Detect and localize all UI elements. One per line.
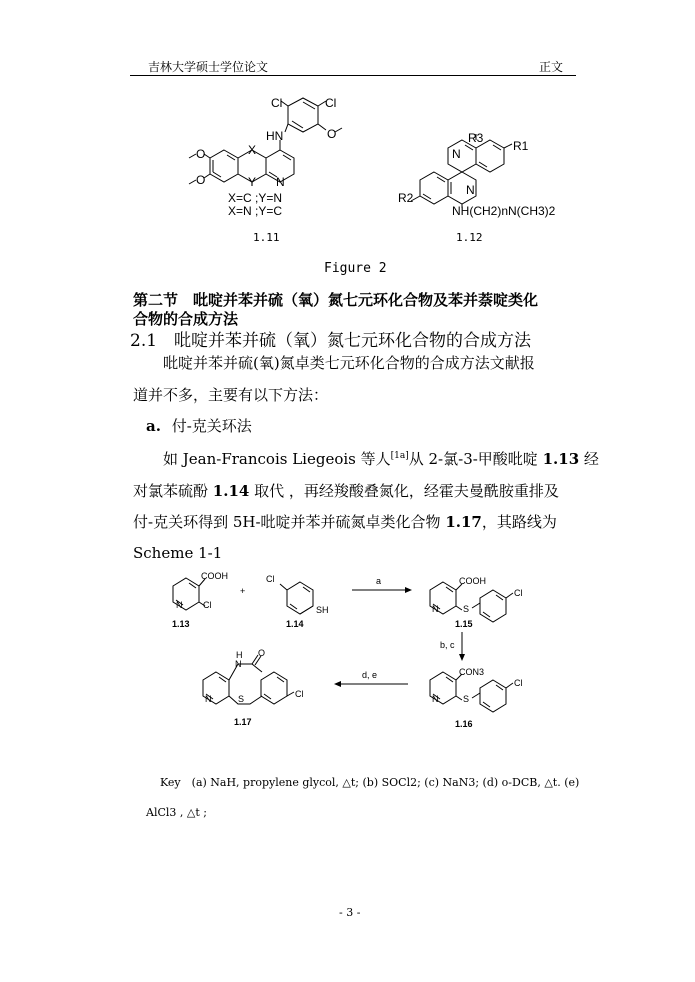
atom-cl-1: Cl [271, 96, 283, 110]
subsection-heading: 2.1 吡啶并苯并硫（氧）氮七元环化合物的合成方法 [130, 331, 532, 351]
c114-label: 1.14 [286, 619, 304, 629]
para2-text-1b: 从 2-氯-3-甲酸吡啶 [408, 450, 543, 468]
ring-1-16-phenyl [480, 680, 506, 712]
para1-line-2: 道并不多，主要有以下方法： [133, 386, 329, 404]
c115-cooh: COOH [459, 576, 486, 586]
para2-line-1 [163, 452, 599, 467]
arrow-bc [440, 632, 465, 661]
item-a-text: 付-克关环法 [171, 417, 252, 435]
c116-cl: Cl [514, 678, 523, 688]
item-a [146, 419, 252, 434]
arrow-bc-label: b, c [440, 640, 455, 650]
c116-label: 1.16 [455, 719, 473, 729]
legend-line-2: X=N ;Y=C [228, 204, 283, 218]
atom-y: Y [248, 175, 257, 189]
ring-1-17-phenyl [261, 672, 287, 704]
c117-n2: N [205, 694, 212, 704]
dichlorophenyl-ring [288, 98, 318, 132]
atom-o-1: O [327, 127, 337, 141]
header-right: 正文 [538, 60, 563, 74]
compound-1-17 [203, 655, 294, 704]
c116-n: N [432, 694, 439, 704]
ring-1-17-azepine-bottom [229, 696, 262, 704]
atom-r3: R3 [468, 131, 484, 145]
compound-1-16 [430, 672, 513, 712]
page-number: - 3 - [339, 906, 361, 919]
key-line-1: Key (a) NaH, propylene glycol, △t; (b) SOCl2; (c) NaN3; (d) o-DCB, △t. (e) [160, 776, 580, 789]
cmp-ref-1-17: 1.17 [445, 513, 482, 531]
atom-r1: R1 [513, 139, 529, 153]
label-1-12: 1.12 [456, 231, 483, 244]
item-a-marker: a. [146, 417, 161, 435]
c113-n: N [176, 600, 183, 610]
atom-n-2: N [466, 183, 475, 197]
c113-cooh: COOH [201, 571, 228, 581]
para1-line-1: 吡啶并苯并硫(氧)氮卓类七元环化合物的合成方法文献报 [163, 354, 535, 372]
c117-s: S [238, 694, 245, 704]
arrow-a [352, 576, 412, 593]
arrow-a-label: a [376, 576, 382, 586]
c115-cl: Cl [514, 588, 523, 598]
para2-text-3b: ，其路线为 [481, 513, 557, 531]
c116-con3: CON3 [459, 667, 485, 677]
c117-label: 1.17 [234, 717, 252, 727]
para2-text-2a: 对氯苯硫酚 [133, 482, 213, 500]
c116-s: S [463, 694, 470, 704]
benzene-ring [210, 150, 238, 182]
atom-n-1: N [452, 147, 461, 161]
header-left: 吉林大学硕士学位论文 [148, 60, 269, 74]
atom-o-2: O [196, 147, 206, 161]
c117-h: H [236, 650, 243, 660]
c117-n: N [235, 659, 242, 669]
c115-n: N [432, 604, 439, 614]
c117-cl: Cl [295, 689, 304, 699]
arrow-de-label: d, e [362, 670, 378, 680]
ring-1-14 [287, 582, 313, 614]
key-line-2: AlCl3 , △t ; [146, 806, 207, 819]
atom-o-3: O [196, 173, 206, 187]
compound-1-15 [430, 582, 513, 622]
c117-o: O [258, 648, 266, 658]
scheme-plus: + [240, 586, 246, 596]
cmp-ref-1-13: 1.13 [542, 450, 580, 468]
figure-caption: Figure 2 [324, 261, 387, 276]
atom-hn: HN [266, 129, 284, 143]
ring-lower-left [420, 172, 448, 204]
para2-text-3a: 付-克关环得到 5H-吡啶并苯并硫氮卓类化合物 [133, 513, 446, 531]
ring-1-15-phenyl [480, 590, 506, 622]
atom-r2: R2 [398, 191, 414, 205]
c115-s: S [463, 604, 470, 614]
legend-line-1: X=C ;Y=N [228, 191, 283, 205]
c114-sh: SH [316, 605, 329, 615]
para2-text-1c: 经 [579, 450, 599, 468]
c113-label: 1.13 [172, 619, 190, 629]
section-heading-line-2: 合物的合成方法 [133, 310, 239, 328]
cmp-ref-1-14: 1.14 [212, 482, 250, 500]
section-heading-line-1: 第二节 吡啶并苯并硫（氧）氮七元环化合物及苯并萘啶类化 [133, 291, 539, 309]
atom-substituent: NH(CH2)nN(CH3)2 [452, 204, 556, 218]
arrow-de [334, 670, 408, 687]
atom-n: N [276, 175, 285, 189]
para2-line-3 [133, 515, 557, 530]
c114-cl: Cl [266, 574, 275, 584]
compound-1-14 [280, 582, 313, 614]
para2-line-2 [133, 484, 559, 499]
para2-text-1a: 如 Jean-Francois Liegeois 等人 [163, 450, 391, 468]
label-1-11: 1.11 [253, 231, 280, 244]
c113-cl: Cl [203, 600, 212, 610]
c115-label: 1.15 [455, 619, 473, 629]
atom-x: X [248, 143, 257, 157]
structure-1-12 [411, 134, 512, 208]
para2-text-2b: 取代 ，再经羧酸叠氮化，经霍夫曼酰胺重排及 [249, 482, 559, 500]
ring-1-17-azepine-top [229, 664, 262, 680]
para2-line-4: Scheme 1-1 [133, 544, 223, 562]
atom-cl-2: Cl [325, 96, 337, 110]
citation-ref: [1a] [390, 451, 409, 461]
